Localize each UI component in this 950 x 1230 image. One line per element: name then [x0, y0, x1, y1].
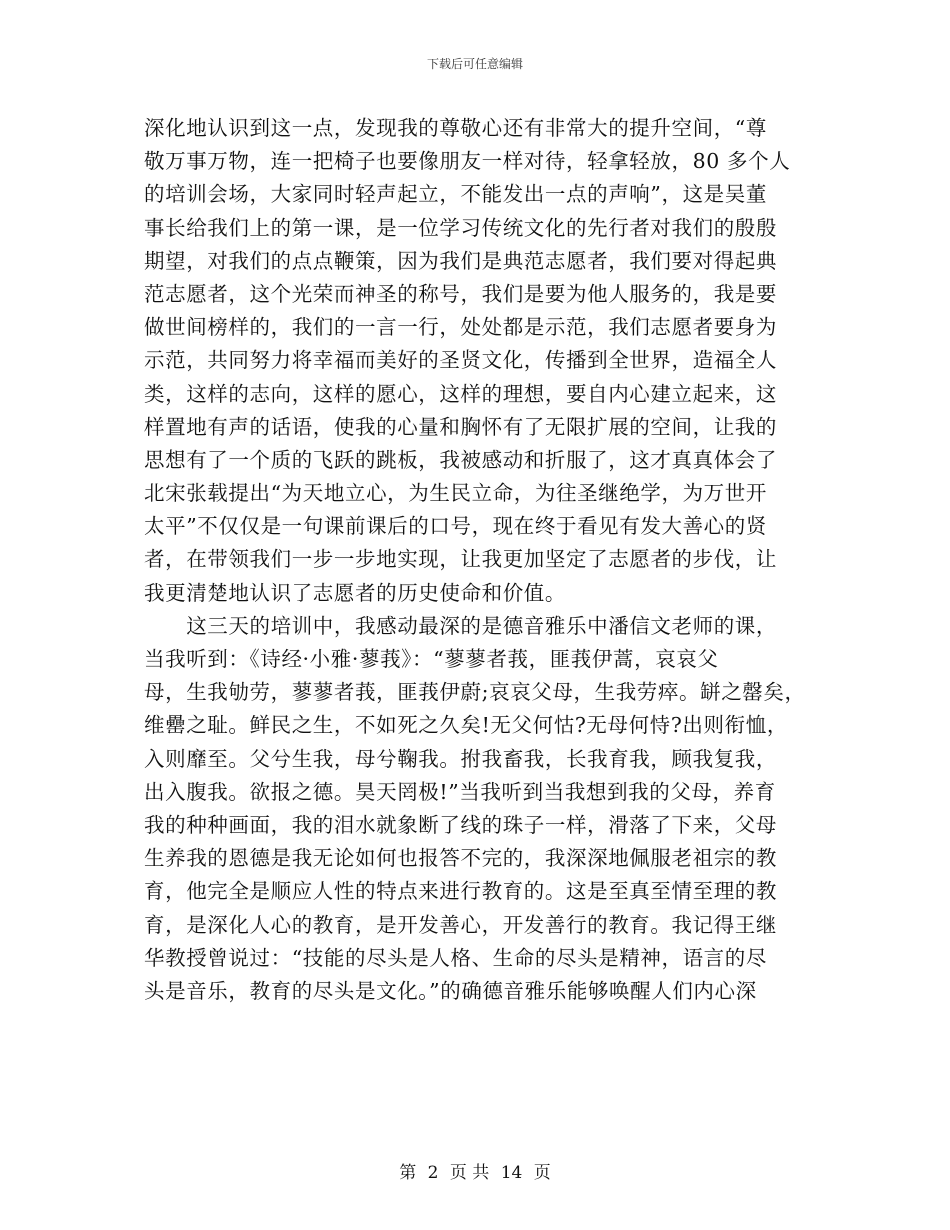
- text-line: 做世间榜样的，我们的一言一行，处处都是示范，我们志愿者要身为: [144, 315, 777, 340]
- text-line: 敬万事万物，连一把椅子也要像朋友一样对待，轻拿轻放，80 多个人: [144, 149, 791, 174]
- text-line: 出入腹我。欲报之德。昊天罔极!”当我听到当我想到我的父母，养育: [144, 779, 776, 804]
- text-line: 范志愿者，这个光荣而神圣的称号，我们是要为他人服务的，我是要: [144, 281, 777, 306]
- text-line: 示范，共同努力将幸福而美好的圣贤文化，传播到全世界，造福全人: [144, 348, 777, 373]
- text-line: 母，生我劬劳，蓼蓼者莪，匪莪伊蔚;哀哀父母，生我劳瘁。缾之罄矣，: [144, 680, 806, 705]
- text-line: 者，在带领我们一步一步地实现，让我更加坚定了志愿者的步伐，让: [144, 547, 777, 572]
- text-line: 事长给我们上的第一课，是一位学习传统文化的先行者对我们的殷殷: [144, 215, 777, 240]
- text-line: 头是音乐，教育的尽头是文化。”的确德音雅乐能够唤醒人们内心深: [144, 978, 757, 1003]
- text-line: 维罍之耻。鲜民之生，不如死之久矣!无父何怙?无母何恃?出则衔恤，: [144, 713, 788, 738]
- footer-middle: 页 共: [449, 1163, 490, 1183]
- footer-prefix: 第: [399, 1163, 417, 1183]
- text-line: 思想有了一个质的飞跃的跳板，我被感动和折服了，这才真真体会了: [144, 447, 777, 472]
- text-line: 样置地有声的话语，使我的心量和胸怀有了无限扩展的空间，让我的: [144, 414, 777, 439]
- text-line: 太平”不仅仅是一句课前课后的口号，现在终于看见有发大善心的贤: [144, 514, 767, 539]
- page-footer: [0, 1158, 950, 1183]
- footer-suffix: 页: [533, 1163, 551, 1183]
- text-line: 期望，对我们的点点鞭策，因为我们是典范志愿者，我们要对得起典: [144, 248, 777, 273]
- text-line: 华教授曾说过：“技能的尽头是人格、生命的尽头是精神，语言的尽: [144, 945, 767, 970]
- text-line: 这三天的培训中，我感动最深的是德音雅乐中潘信文老师的课，: [144, 613, 777, 638]
- page-header: 下载后可任意编辑: [426, 57, 523, 71]
- text-line: 入则靡至。父兮生我，母兮鞠我。拊我畜我，长我育我，顾我复我，: [144, 746, 777, 771]
- text-line: 我更清楚地认识了志愿者的历史使命和价值。: [144, 580, 566, 605]
- page-number: 2: [427, 1163, 439, 1183]
- text-line: 我的种种画面，我的泪水就象断了线的珠子一样，滑落了下来，父母: [144, 812, 777, 837]
- text-line: 育，是深化人心的教育，是开发善心，开发善行的教育。我记得王继: [144, 912, 777, 937]
- text-line: 的培训会场，大家同时轻声起立，不能发出一点的声响”，这是吴董: [144, 182, 767, 207]
- text-line: 北宋张载提出“为天地立心，为生民立命，为往圣继绝学，为万世开: [144, 481, 767, 506]
- text-line: 生养我的恩德是我无论如何也报答不完的，我深深地佩服老祖宗的教: [144, 846, 777, 871]
- text-line: 类，这样的志向，这样的愿心，这样的理想，要自内心建立起来，这: [144, 381, 777, 406]
- text-line: 深化地认识到这一点，发现我的尊敬心还有非常大的提升空间，“尊: [144, 116, 767, 140]
- text-line: 当我听到：《诗经·小雅·蓼莪》：“蓼蓼者莪，匪莪伊蒿，哀哀父: [144, 647, 719, 671]
- total-pages: 14: [500, 1163, 523, 1183]
- text-line: 育，他完全是顺应人性的特点来进行教育的。这是至真至情至理的教: [144, 879, 777, 904]
- document-body: [144, 112, 824, 1008]
